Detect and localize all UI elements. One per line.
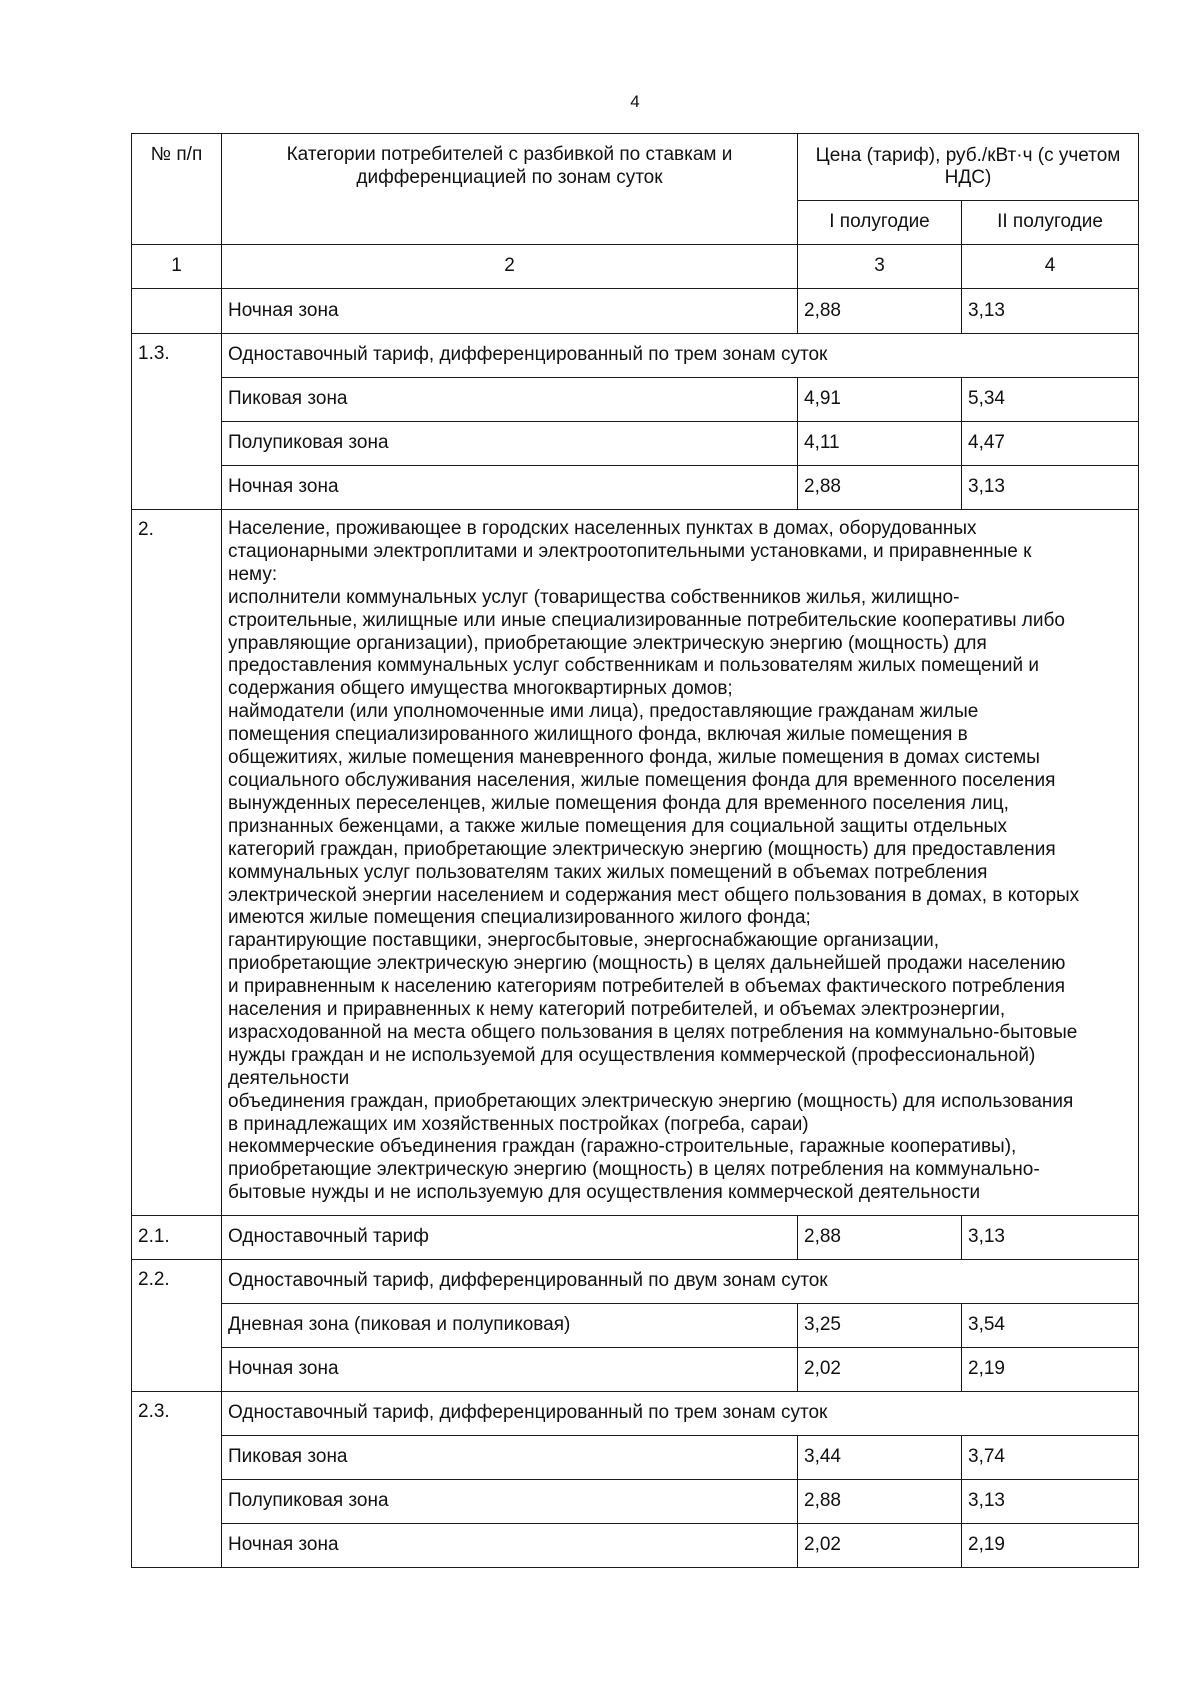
description-line: бытовые нужды и не используемую для осуществления коммерческой деятельности — [228, 1182, 981, 1204]
header-price: Цена (тариф), руб./кВт·ч (с учетом НДС) — [798, 134, 1139, 201]
row-num: 1.3. — [132, 334, 222, 510]
index-2: 2 — [222, 245, 798, 289]
header-half-1: I полугодие — [798, 201, 962, 245]
description-line: и приравненным к населению категориям потребителей в объемах фактического потребления — [228, 976, 1065, 998]
description-line: нему: — [228, 563, 278, 585]
row-value-h1: 2,88 — [798, 466, 962, 510]
row-value-h2: 3,74 — [962, 1436, 1139, 1480]
row-num: 2. — [132, 510, 222, 1216]
table-row — [132, 422, 1139, 466]
description-line: социального обслуживания населения, жилые помещения фонда для временного поселения — [228, 769, 1056, 791]
row-num-empty — [132, 289, 222, 334]
row-value-h2: 3,54 — [962, 1304, 1139, 1348]
row-num: 2.2. — [132, 1260, 222, 1392]
description-line: нужды граждан и не используемой для осуществления коммерческой (профессиональной) — [228, 1044, 1036, 1066]
row-num: 2.3. — [132, 1392, 222, 1568]
description-line: коммунальных услуг пользователям таких жилых помещений в объемах потребления — [228, 861, 988, 883]
table-row — [132, 378, 1139, 422]
description-line: признанных беженцами, а также жилые помещения для социальной защиты отдельных — [228, 815, 1008, 837]
description-line: общежитиях, жилые помещения маневренного фонда, жилые помещения в домах системы — [228, 747, 1040, 769]
description-line: гарантирующие поставщики, энергосбытовые, энергоснабжающие организации, — [228, 930, 940, 952]
header-category: Категории потребителей с разбивкой по ставкам и дифференциацией по зонам суток — [222, 134, 798, 245]
table-row — [132, 466, 1139, 510]
population-description — [222, 510, 1139, 1216]
row-category: Полупиковая зона — [222, 422, 798, 466]
row-category: Полупиковая зона — [222, 1480, 798, 1524]
row-section-title: Одноставочный тариф, дифференцированный по трем зонам суток — [222, 1392, 1139, 1436]
index-row — [132, 245, 1139, 289]
row-category: Дневная зона (пиковая и полупиковая) — [222, 1304, 798, 1348]
row-value-h1: 2,88 — [798, 1216, 962, 1260]
row-value-h1: 4,91 — [798, 378, 962, 422]
description-line: вынужденных переселенцев, жилые помещения фонда для временного поселения лиц, — [228, 792, 1009, 814]
row-category: Пиковая зона — [222, 1436, 798, 1480]
table-row — [132, 334, 1139, 378]
row-value-h2: 5,34 — [962, 378, 1139, 422]
table-row — [132, 1524, 1139, 1568]
description-line: исполнители коммунальных услуг (товарищества собственников жилья, жилищно- — [228, 586, 960, 608]
description-line: израсходованной на места общего пользования в целях потребления на коммунально-бытовые — [228, 1021, 1078, 1043]
description-line: наймодатели (или уполномоченные ими лица), предоставляющие гражданам жилые — [228, 701, 979, 723]
row-category: Пиковая зона — [222, 378, 798, 422]
row-value-h2: 3,13 — [962, 1216, 1139, 1260]
description-line: населения и приравненных к нему категорий потребителей, и объемах электроэнергии, — [228, 999, 1006, 1021]
row-value-h1: 3,25 — [798, 1304, 962, 1348]
description-line: некоммерческие объединения граждан (гаражно-строительные, гаражные кооперативы), — [228, 1136, 1017, 1158]
table-row — [132, 289, 1139, 334]
table-row — [132, 1392, 1139, 1436]
page-number: 4 — [630, 92, 640, 111]
row-value-h1: 4,11 — [798, 422, 962, 466]
row-value-h1: 2,88 — [798, 1480, 962, 1524]
description-line: помещения специализированного жилищного фонда, включая жилые помещения в — [228, 724, 968, 746]
row-value-h2: 3,13 — [962, 289, 1139, 334]
row-value-h1: 2,02 — [798, 1348, 962, 1392]
description-line: в принадлежащих им хозяйственных постройках (погреба, сараи) — [228, 1113, 809, 1135]
row-category: Ночная зона — [222, 1348, 798, 1392]
row-category: Ночная зона — [222, 1524, 798, 1568]
description-line: содержания общего имущества многоквартирных домов; — [228, 678, 733, 700]
row-category: Одноставочный тариф — [222, 1216, 798, 1260]
table-row — [132, 1480, 1139, 1524]
description-line: категорий граждан, приобретающие электрическую энергию (мощность) для предоставления — [228, 838, 1056, 860]
header-num: № п/п — [132, 134, 222, 245]
row-value-h2: 2,19 — [962, 1524, 1139, 1568]
row-value-h2: 3,13 — [962, 1480, 1139, 1524]
table-row — [132, 1348, 1139, 1392]
row-category: Ночная зона — [222, 289, 798, 334]
description-line: приобретающие электрическую энергию (мощность) в целях дальнейшей продажи населению — [228, 953, 1066, 975]
table-row — [132, 1436, 1139, 1480]
row-value-h2: 2,19 — [962, 1348, 1139, 1392]
row-section-title: Одноставочный тариф, дифференцированный по трем зонам суток — [222, 334, 1139, 378]
description-line: строительные, жилищные или иные специализированные потребительские кооперативы либо — [228, 609, 1065, 631]
index-1: 1 — [132, 245, 222, 289]
description-line: управляющие организации), приобретающие электрическую энергию (мощность) для — [228, 632, 987, 654]
description-line: электрической энергии населением и содержания мест общего пользования в домах, в которых — [228, 884, 1080, 906]
row-value-h1: 2,88 — [798, 289, 962, 334]
description-line: предоставления коммунальных услуг собственникам и пользователям жилых помещений и — [228, 655, 1039, 677]
row-section-title: Одноставочный тариф, дифференцированный по двум зонам суток — [222, 1260, 1139, 1304]
row-num: 2.1. — [132, 1216, 222, 1260]
table-row — [132, 1304, 1139, 1348]
row-value-h1: 3,44 — [798, 1436, 962, 1480]
row-category: Ночная зона — [222, 466, 798, 510]
row-value-h2: 4,47 — [962, 422, 1139, 466]
table-row — [132, 510, 1139, 1216]
tariff-table — [131, 133, 1139, 1568]
index-4: 4 — [962, 245, 1139, 289]
row-value-h1: 2,02 — [798, 1524, 962, 1568]
description-line: имеются жилые помещения специализированного жилого фонда; — [228, 907, 811, 929]
description-line: объединения граждан, приобретающих электрическую энергию (мощность) для использования — [228, 1090, 1074, 1112]
description-line: стационарными электроплитами и электроотопительными установками, и приравненные к — [228, 540, 1032, 562]
table-row — [132, 1216, 1139, 1260]
description-line: деятельности — [228, 1067, 350, 1089]
header-row — [132, 134, 1139, 201]
description-line: приобретающие электрическую энергию (мощность) в целях потребления на коммунально- — [228, 1159, 1040, 1181]
row-value-h2: 3,13 — [962, 466, 1139, 510]
description-line: Население, проживающее в городских населенных пунктах в домах, оборудованных — [228, 518, 977, 539]
index-3: 3 — [798, 245, 962, 289]
header-half-2: II полугодие — [962, 201, 1139, 245]
table-row — [132, 1260, 1139, 1304]
